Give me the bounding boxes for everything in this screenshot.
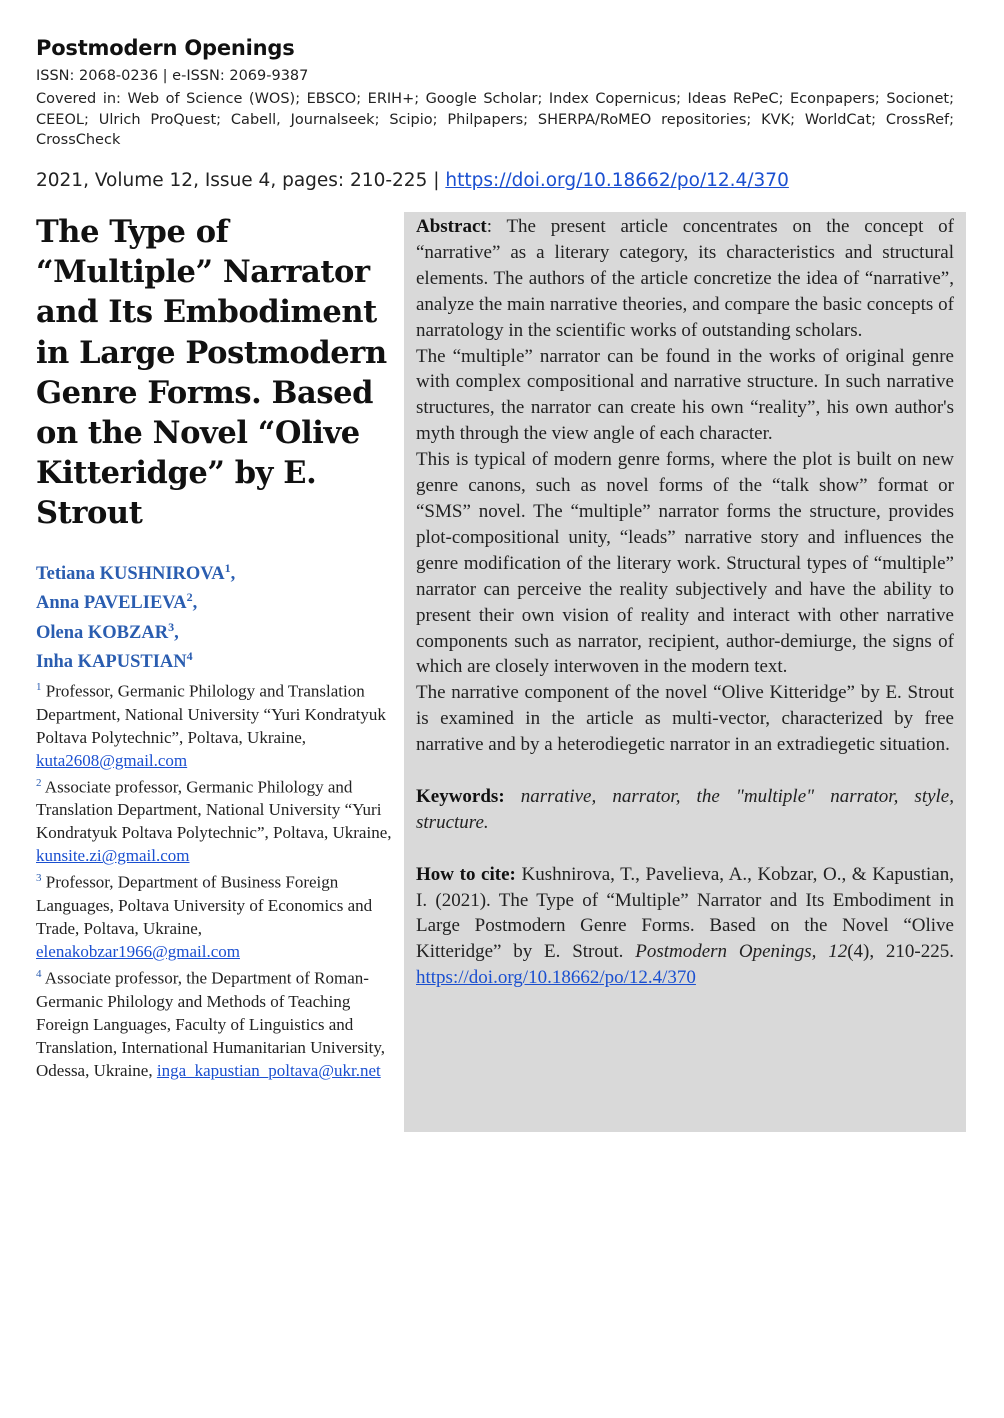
affiliation-list xyxy=(36,676,396,1082)
keywords xyxy=(416,784,954,836)
affiliation: $^1$ Professor, Germanic Philology and Translation Department, National University “Yuri Kondratyuk Poltava Polytechnic”, Poltava, Ukraine, kuta2608@gmail.com xyxy=(36,681,386,770)
cite-doi-link[interactable]: https://doi.org/10.18662/po/12.4/370 xyxy=(416,967,696,989)
issn-line: ISSN: 2068-0236 | e-ISSN: 2069-9387 xyxy=(36,68,309,84)
author-affiliation-mark: 2 xyxy=(186,590,193,605)
affiliation: $^4$ Associate professor, the Department of Roman-Germanic Philology and Methods of Teaching Foreign Languages, Faculty of Linguistics and Translation, International Humanitarian University, Odessa, Ukraine, inga_kapustian_poltava@ukr.net xyxy=(36,967,386,1080)
author-affiliation-mark: 3 xyxy=(168,619,175,634)
abstract-content xyxy=(416,214,954,991)
issue-info: 2021, Volume 12, Issue 4, pages: 210-225 | xyxy=(36,170,446,191)
abstract-paragraph: The “multiple” narrator can be found in the works of original genre with complex compositional and narrative structure. In such narrative structures, the narrator can create his own “reality”, his own author's myth through the view angle of each character. xyxy=(416,345,954,445)
issue-line xyxy=(36,170,789,191)
author-email-link[interactable]: elenakobzar1966@gmail.com xyxy=(36,941,240,961)
abstract-paragraph: This is typical of modern genre forms, where the plot is built on new genre canons, such as novel forms of the “talk show” format or “SMS” novel. The “multiple” narrator forms the structure, provides plot-compositional unity, “leads” narrative story and influences the genre modification of the literary work. Structural types of “multiple” narrator can perceive the reality subjectively and have the ability to present their own vision of reality and interact with other narrative components such as narrator, recipient, author-demiurge, the signs of which are closely interwoven in the modern text. xyxy=(416,449,954,678)
author: Olena KOBZAR$^3$, xyxy=(36,619,179,643)
spacer xyxy=(416,836,954,862)
author-email-link[interactable]: inga_kapustian_poltava@ukr.net xyxy=(156,1060,381,1080)
author xyxy=(36,645,396,674)
author-affiliation-mark: 4 xyxy=(186,649,193,664)
abstract-paragraph: The narrative component of the novel “Olive Kitteridge” by E. Strout is examined in the article as multi-vector, characterized by free narrative and by a heterodiegetic narrator in an extradiegetic situation. xyxy=(416,682,954,756)
cite-journal: Postmodern Openings, 12 xyxy=(635,941,848,963)
keywords-label: Keywords: xyxy=(416,785,505,807)
abstract-label: Abstract xyxy=(416,216,487,237)
journal-name: Postmodern Openings xyxy=(36,36,295,60)
author-email-link[interactable]: kunsite.zi@gmail.com xyxy=(36,846,190,866)
keywords-terms: narrative, narrator, the "multiple" narrator, style, structure. xyxy=(416,785,954,833)
abstract-box xyxy=(404,212,966,1132)
author-name: Tetiana KUSHNIROVA xyxy=(36,564,225,585)
doi-link[interactable]: https://doi.org/10.18662/po/12.4/370 xyxy=(445,170,789,191)
author-affiliation-mark: 1 xyxy=(224,561,231,575)
spacer xyxy=(416,758,954,784)
cite-label: How to cite: xyxy=(416,863,516,885)
indexing-coverage: Covered in: Web of Science (WOS); EBSCO; ERIH+; Google Scholar; Index Copernicus; Ideas RePeC; Econpapers; Socionet; CEEOL; Ulrich ProQuest; Cabell, Journalseek; Scipio; Philpapers; SHERPA/RoMEO repositories; KVK; WorldCat; CrossRef; CrossCheck xyxy=(36,91,954,148)
author-list xyxy=(36,557,396,674)
author-name: Anna PAVELIEVA xyxy=(36,593,187,614)
how-to-cite: How to cite: Kushnirova, T., Pavelieva, A., Kobzar, O., & Kapustian, I. (2021). The Type of “Multiple” Narrator and Its Embodiment in Large Postmodern Genre Forms. Based on the Novel “Olive Kitteridge” by E. Strout. Postmodern Openings, 12(4), 210-225. https://doi.org/10.18662/po/12.4/370 xyxy=(416,863,954,989)
author-name: Olena KOBZAR xyxy=(36,622,169,643)
affiliation: $^3$ Professor, Department of Business Foreign Languages, Poltava University of Economics and Trade, Poltava, Ukraine, elenakobzar1966@gmail.com xyxy=(36,872,373,961)
author: Tetiana KUSHNIROVA$^1$, xyxy=(36,561,236,585)
abstract-paragraph: Abstract: The present article concentrates on the concept of “narrative” as a literary category, its characteristics and structural elements. The authors of the article concretize the idea of “narrative”, analyze the main narrative theories, and compare the basic concepts of narratology in the scientific works of outstanding scholars. xyxy=(416,216,954,341)
affiliation: $^2$ Associate professor, Germanic Philology and Translation Department, National University “Yuri Kondratyuk Poltava Polytechnic”, Poltava, Ukraine, kunsite.zi@gmail.com xyxy=(36,776,392,866)
author: Anna PAVELIEVA$^2$, xyxy=(36,590,198,614)
author-email-link[interactable]: kuta2608@gmail.com xyxy=(36,750,188,770)
article-title: The Type of “Multiple” Narrator and Its Embodiment in Large Postmodern Genre Forms. Based on the Novel “Olive Kitteridge” by E. Strout xyxy=(36,214,387,532)
author-name: Inha KAPUSTIAN xyxy=(36,652,187,673)
